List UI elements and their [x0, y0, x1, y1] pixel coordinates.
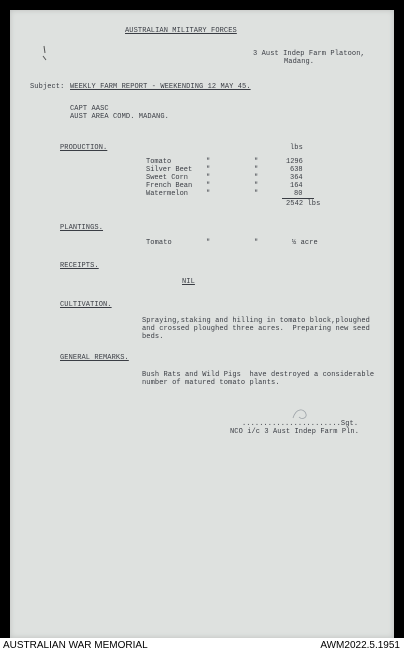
- ditto-mark: ": [254, 158, 259, 166]
- ditto-mark: ": [206, 182, 211, 190]
- unit-line-1: 3 Aust Indep Farm Platoon,: [253, 50, 365, 58]
- ditto-mark: ": [206, 166, 211, 174]
- crop-name: Silver Beet: [146, 166, 193, 174]
- plantings-amount: ½ acre: [292, 239, 318, 247]
- pin-mark: [38, 44, 52, 64]
- production-row: [10, 182, 394, 190]
- cultivation-line-2: and crossed ploughed three acres. Preparing new seed: [142, 325, 370, 333]
- production-row: [10, 190, 394, 198]
- addressee-line-1: CAPT AASC: [70, 105, 109, 113]
- subject-prefix: Subject:: [30, 83, 65, 91]
- cultivation-line-3: beds.: [142, 333, 164, 341]
- subject-text: WEEKLY FARM REPORT - WEEKENDING 12 MAY 45.: [70, 83, 251, 91]
- letterhead: AUSTRALIAN MILITARY FORCES: [125, 27, 237, 35]
- cultivation-line-1: Spraying,staking and hilling in tomato block,ploughed: [142, 317, 370, 325]
- ditto-mark: ": [254, 166, 259, 174]
- signature-line: .......................Sgt.: [242, 420, 359, 428]
- production-unit-header: lbs: [290, 144, 303, 152]
- production-total: 2542 lbs: [286, 200, 321, 208]
- archive-footer: [0, 638, 404, 653]
- production-row: [10, 174, 394, 182]
- signature-title: NCO i/c 3 Aust Indep Farm Pln.: [230, 428, 360, 436]
- general-remarks-heading: GENERAL REMARKS.: [60, 354, 129, 362]
- ditto-mark: ": [206, 158, 211, 166]
- ditto-mark: ": [206, 239, 211, 247]
- crop-value: 638: [290, 166, 303, 174]
- crop-value: 164: [290, 182, 303, 190]
- crop-value: 80: [294, 190, 303, 198]
- plantings-heading: PLANTINGS.: [60, 224, 104, 232]
- ditto-mark: ": [254, 190, 259, 198]
- plantings-crop: Tomato: [146, 239, 172, 247]
- crop-value: 364: [290, 174, 303, 182]
- ditto-mark: ": [254, 182, 259, 190]
- production-row: [10, 158, 394, 166]
- general-remarks-line-1: Bush Rats and Wild Pigs have destroyed a considerable: [142, 371, 375, 379]
- production-heading: PRODUCTION.: [60, 144, 108, 152]
- document-page: [10, 10, 394, 638]
- ditto-mark: ": [206, 174, 211, 182]
- handwritten-mark: [290, 406, 314, 422]
- addressee-line-2: AUST AREA COMD. MADANG.: [70, 113, 169, 121]
- receipts-value: NIL: [182, 278, 195, 286]
- general-remarks-line-2: number of matured tomato plants.: [142, 379, 280, 387]
- ditto-mark: ": [206, 190, 211, 198]
- crop-value: 1296: [286, 158, 303, 166]
- ditto-mark: ": [254, 239, 259, 247]
- ditto-mark: ": [254, 174, 259, 182]
- archive-name: AUSTRALIAN WAR MEMORIAL: [3, 640, 148, 651]
- total-rule: [282, 198, 314, 199]
- cultivation-heading: CULTIVATION.: [60, 301, 112, 309]
- archive-id: AWM2022.5.1951: [320, 640, 400, 651]
- crop-name: Sweet Corn: [146, 174, 189, 182]
- unit-line-2: Madang.: [284, 58, 315, 66]
- crop-name: French Bean: [146, 182, 193, 190]
- receipts-heading: RECEIPTS.: [60, 262, 99, 270]
- crop-name: Watermelon: [146, 190, 189, 198]
- production-row: [10, 166, 394, 174]
- crop-name: Tomato: [146, 158, 172, 166]
